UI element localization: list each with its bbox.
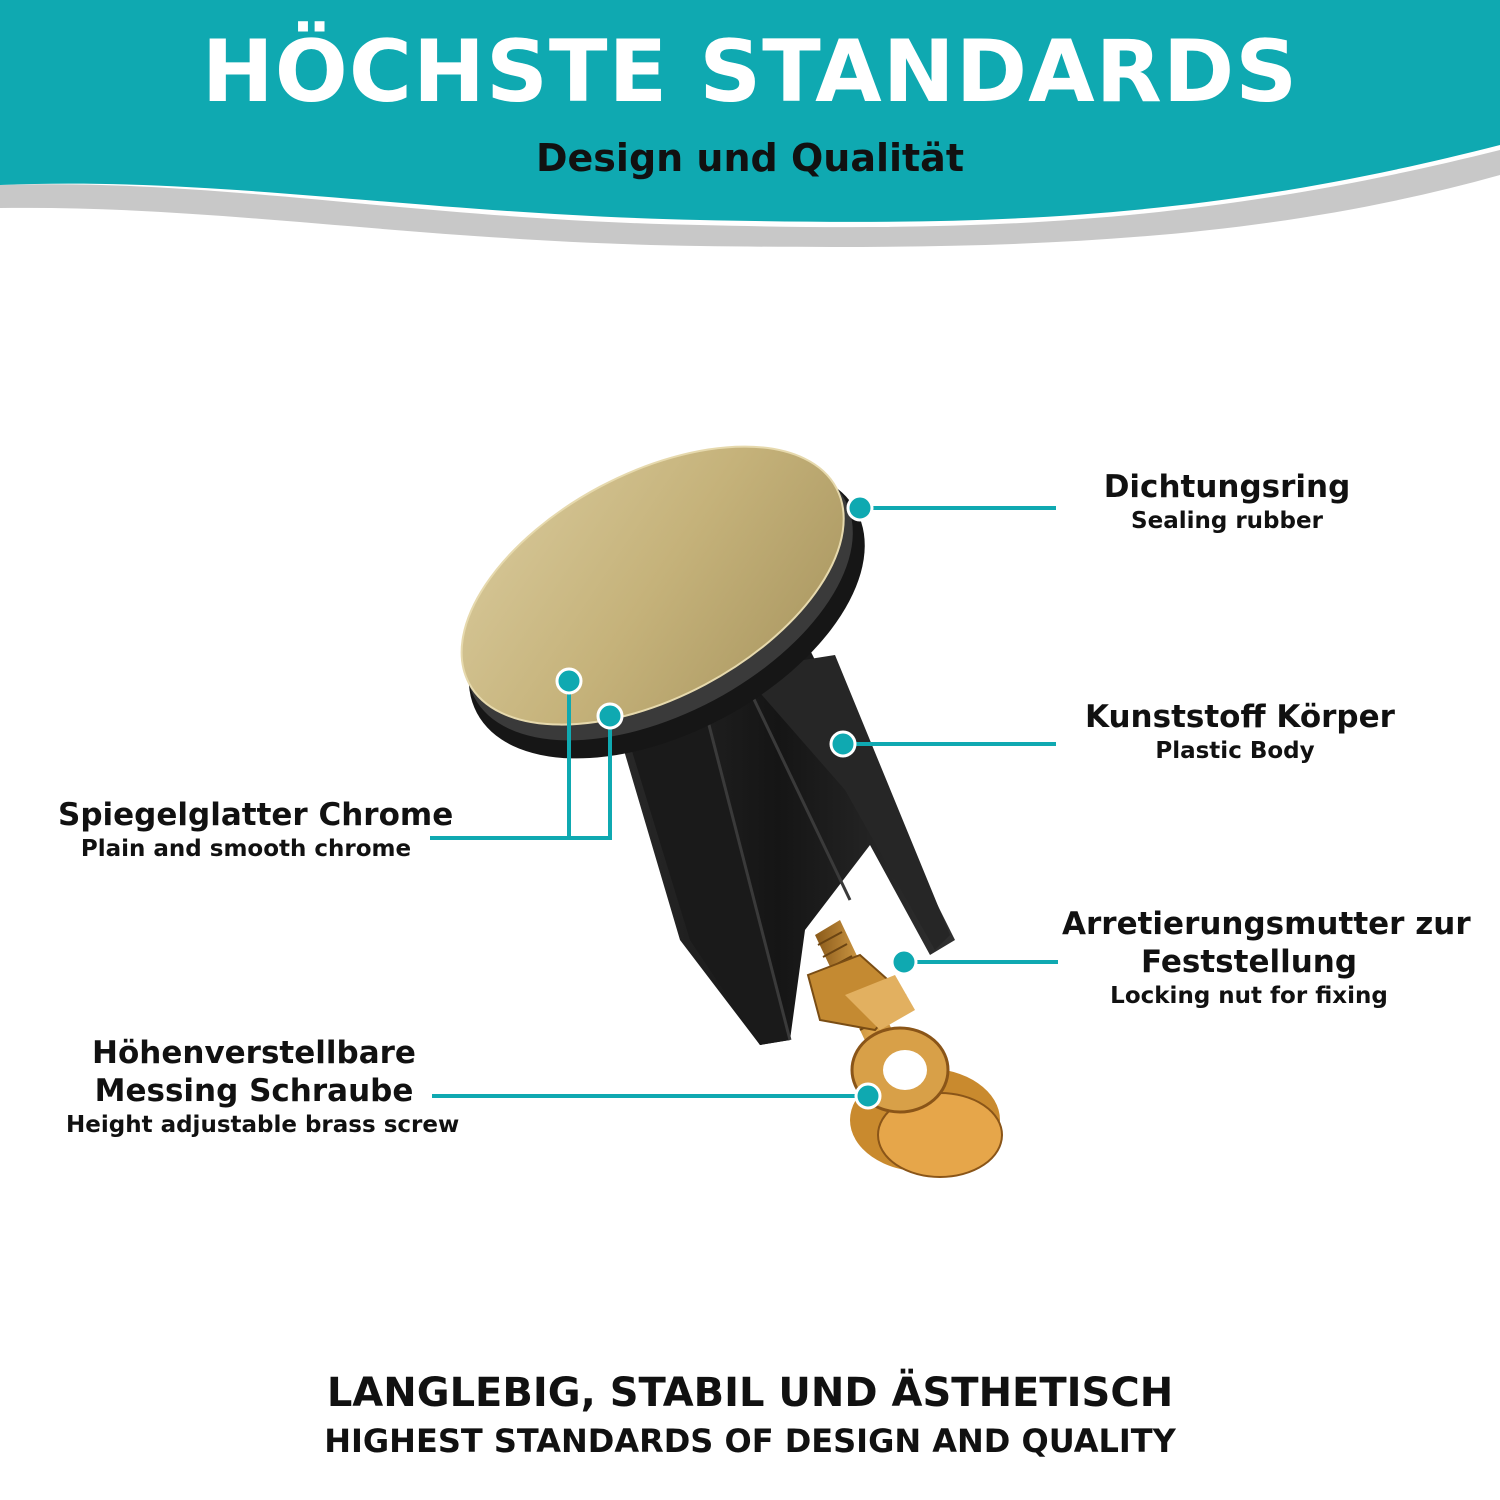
callout-dot-body xyxy=(831,732,855,756)
page-subtitle: Design und Qualität xyxy=(535,136,964,180)
label-body-de: Kunststoff Körper xyxy=(1085,699,1395,735)
callout-dot-nut xyxy=(892,950,916,974)
label-screw-de-1: Höhenverstellbare xyxy=(92,1035,416,1071)
label-chrome-de: Spiegelglatter Chrome xyxy=(58,797,454,833)
label-chrome xyxy=(58,796,454,864)
label-nut-en: Locking nut for fixing xyxy=(1110,983,1388,1009)
label-nut-de-2: Feststellung xyxy=(1140,944,1358,980)
label-nut-de-1: Arretierungsmutter zur xyxy=(1062,906,1471,942)
label-chrome-en: Plain and smooth chrome xyxy=(80,836,412,862)
label-nut xyxy=(1062,905,1471,1011)
label-screw xyxy=(66,1034,460,1140)
callout-dot-chrome-2 xyxy=(598,704,622,728)
label-screw-en: Height adjustable brass screw xyxy=(66,1112,460,1138)
callout-dot-sealing xyxy=(848,496,872,520)
label-screw-de-2: Messing Schraube xyxy=(94,1073,414,1109)
callout-dot-screw xyxy=(856,1084,880,1108)
label-sealing-de: Dichtungsring xyxy=(1103,469,1351,505)
page-title: HÖCHSTE STANDARDS xyxy=(201,22,1299,122)
footer-subline: HIGHEST STANDARDS OF DESIGN AND QUALITY xyxy=(324,1422,1176,1460)
label-sealing xyxy=(1077,468,1377,536)
label-sealing-en: Sealing rubber xyxy=(1131,508,1323,534)
footer-headline: LANGLEBIG, STABIL UND ÄSTHETISCH xyxy=(326,1370,1174,1416)
callout-dot-chrome-1 xyxy=(557,669,581,693)
label-body xyxy=(1085,698,1395,766)
label-body-en: Plastic Body xyxy=(1155,738,1315,764)
